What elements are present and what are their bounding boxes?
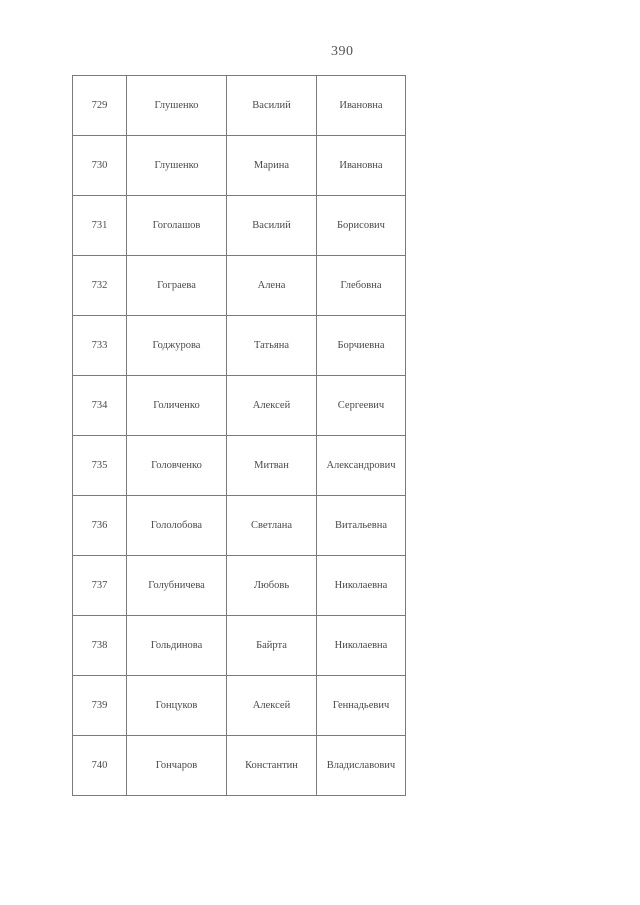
first-name-cell: Константин <box>227 736 317 796</box>
page-number: 390 <box>331 44 354 59</box>
patronymic-cell: Геннадьевич <box>317 676 406 736</box>
table-row <box>73 616 406 676</box>
first-name-cell: Алена <box>227 256 317 316</box>
last-name-cell: Гограева <box>127 256 227 316</box>
row-number-cell: 735 <box>73 436 127 496</box>
first-name-cell: Марина <box>227 136 317 196</box>
patronymic-cell: Борчиевна <box>317 316 406 376</box>
last-name-cell: Гонцуков <box>127 676 227 736</box>
table-row <box>73 676 406 736</box>
first-name-cell: Татьяна <box>227 316 317 376</box>
table-row <box>73 76 406 136</box>
row-number-cell: 736 <box>73 496 127 556</box>
table-row <box>73 436 406 496</box>
patronymic-cell: Ивановна <box>317 76 406 136</box>
last-name-cell: Глушенко <box>127 76 227 136</box>
last-name-cell: Гончаров <box>127 736 227 796</box>
first-name-cell: Любовь <box>227 556 317 616</box>
table-row <box>73 556 406 616</box>
first-name-cell: Светлана <box>227 496 317 556</box>
row-number-cell: 740 <box>73 736 127 796</box>
patronymic-cell: Владиславович <box>317 736 406 796</box>
table-row <box>73 496 406 556</box>
first-name-cell: Байрта <box>227 616 317 676</box>
last-name-cell: Голиченко <box>127 376 227 436</box>
first-name-cell: Василий <box>227 196 317 256</box>
last-name-cell: Головченко <box>127 436 227 496</box>
last-name-cell: Гольдинова <box>127 616 227 676</box>
row-number-cell: 734 <box>73 376 127 436</box>
table-row <box>73 256 406 316</box>
row-number-cell: 729 <box>73 76 127 136</box>
row-number-cell: 733 <box>73 316 127 376</box>
first-name-cell: Митван <box>227 436 317 496</box>
first-name-cell: Алексей <box>227 676 317 736</box>
patronymic-cell: Борисович <box>317 196 406 256</box>
last-name-cell: Голубничева <box>127 556 227 616</box>
table-row <box>73 136 406 196</box>
last-name-cell: Глушенко <box>127 136 227 196</box>
patronymic-cell: Александрович <box>317 436 406 496</box>
last-name-cell: Гололобова <box>127 496 227 556</box>
last-name-cell: Годжурова <box>127 316 227 376</box>
roster-table <box>72 75 406 796</box>
patronymic-cell: Витальевна <box>317 496 406 556</box>
row-number-cell: 731 <box>73 196 127 256</box>
patronymic-cell: Глебовна <box>317 256 406 316</box>
last-name-cell: Гоголашов <box>127 196 227 256</box>
table-row <box>73 316 406 376</box>
first-name-cell: Василий <box>227 76 317 136</box>
patronymic-cell: Николаевна <box>317 616 406 676</box>
row-number-cell: 732 <box>73 256 127 316</box>
table-row <box>73 376 406 436</box>
patronymic-cell: Сергеевич <box>317 376 406 436</box>
table-row <box>73 196 406 256</box>
first-name-cell: Алексей <box>227 376 317 436</box>
row-number-cell: 738 <box>73 616 127 676</box>
patronymic-cell: Николаевна <box>317 556 406 616</box>
table-row <box>73 736 406 796</box>
row-number-cell: 730 <box>73 136 127 196</box>
row-number-cell: 737 <box>73 556 127 616</box>
row-number-cell: 739 <box>73 676 127 736</box>
patronymic-cell: Ивановна <box>317 136 406 196</box>
